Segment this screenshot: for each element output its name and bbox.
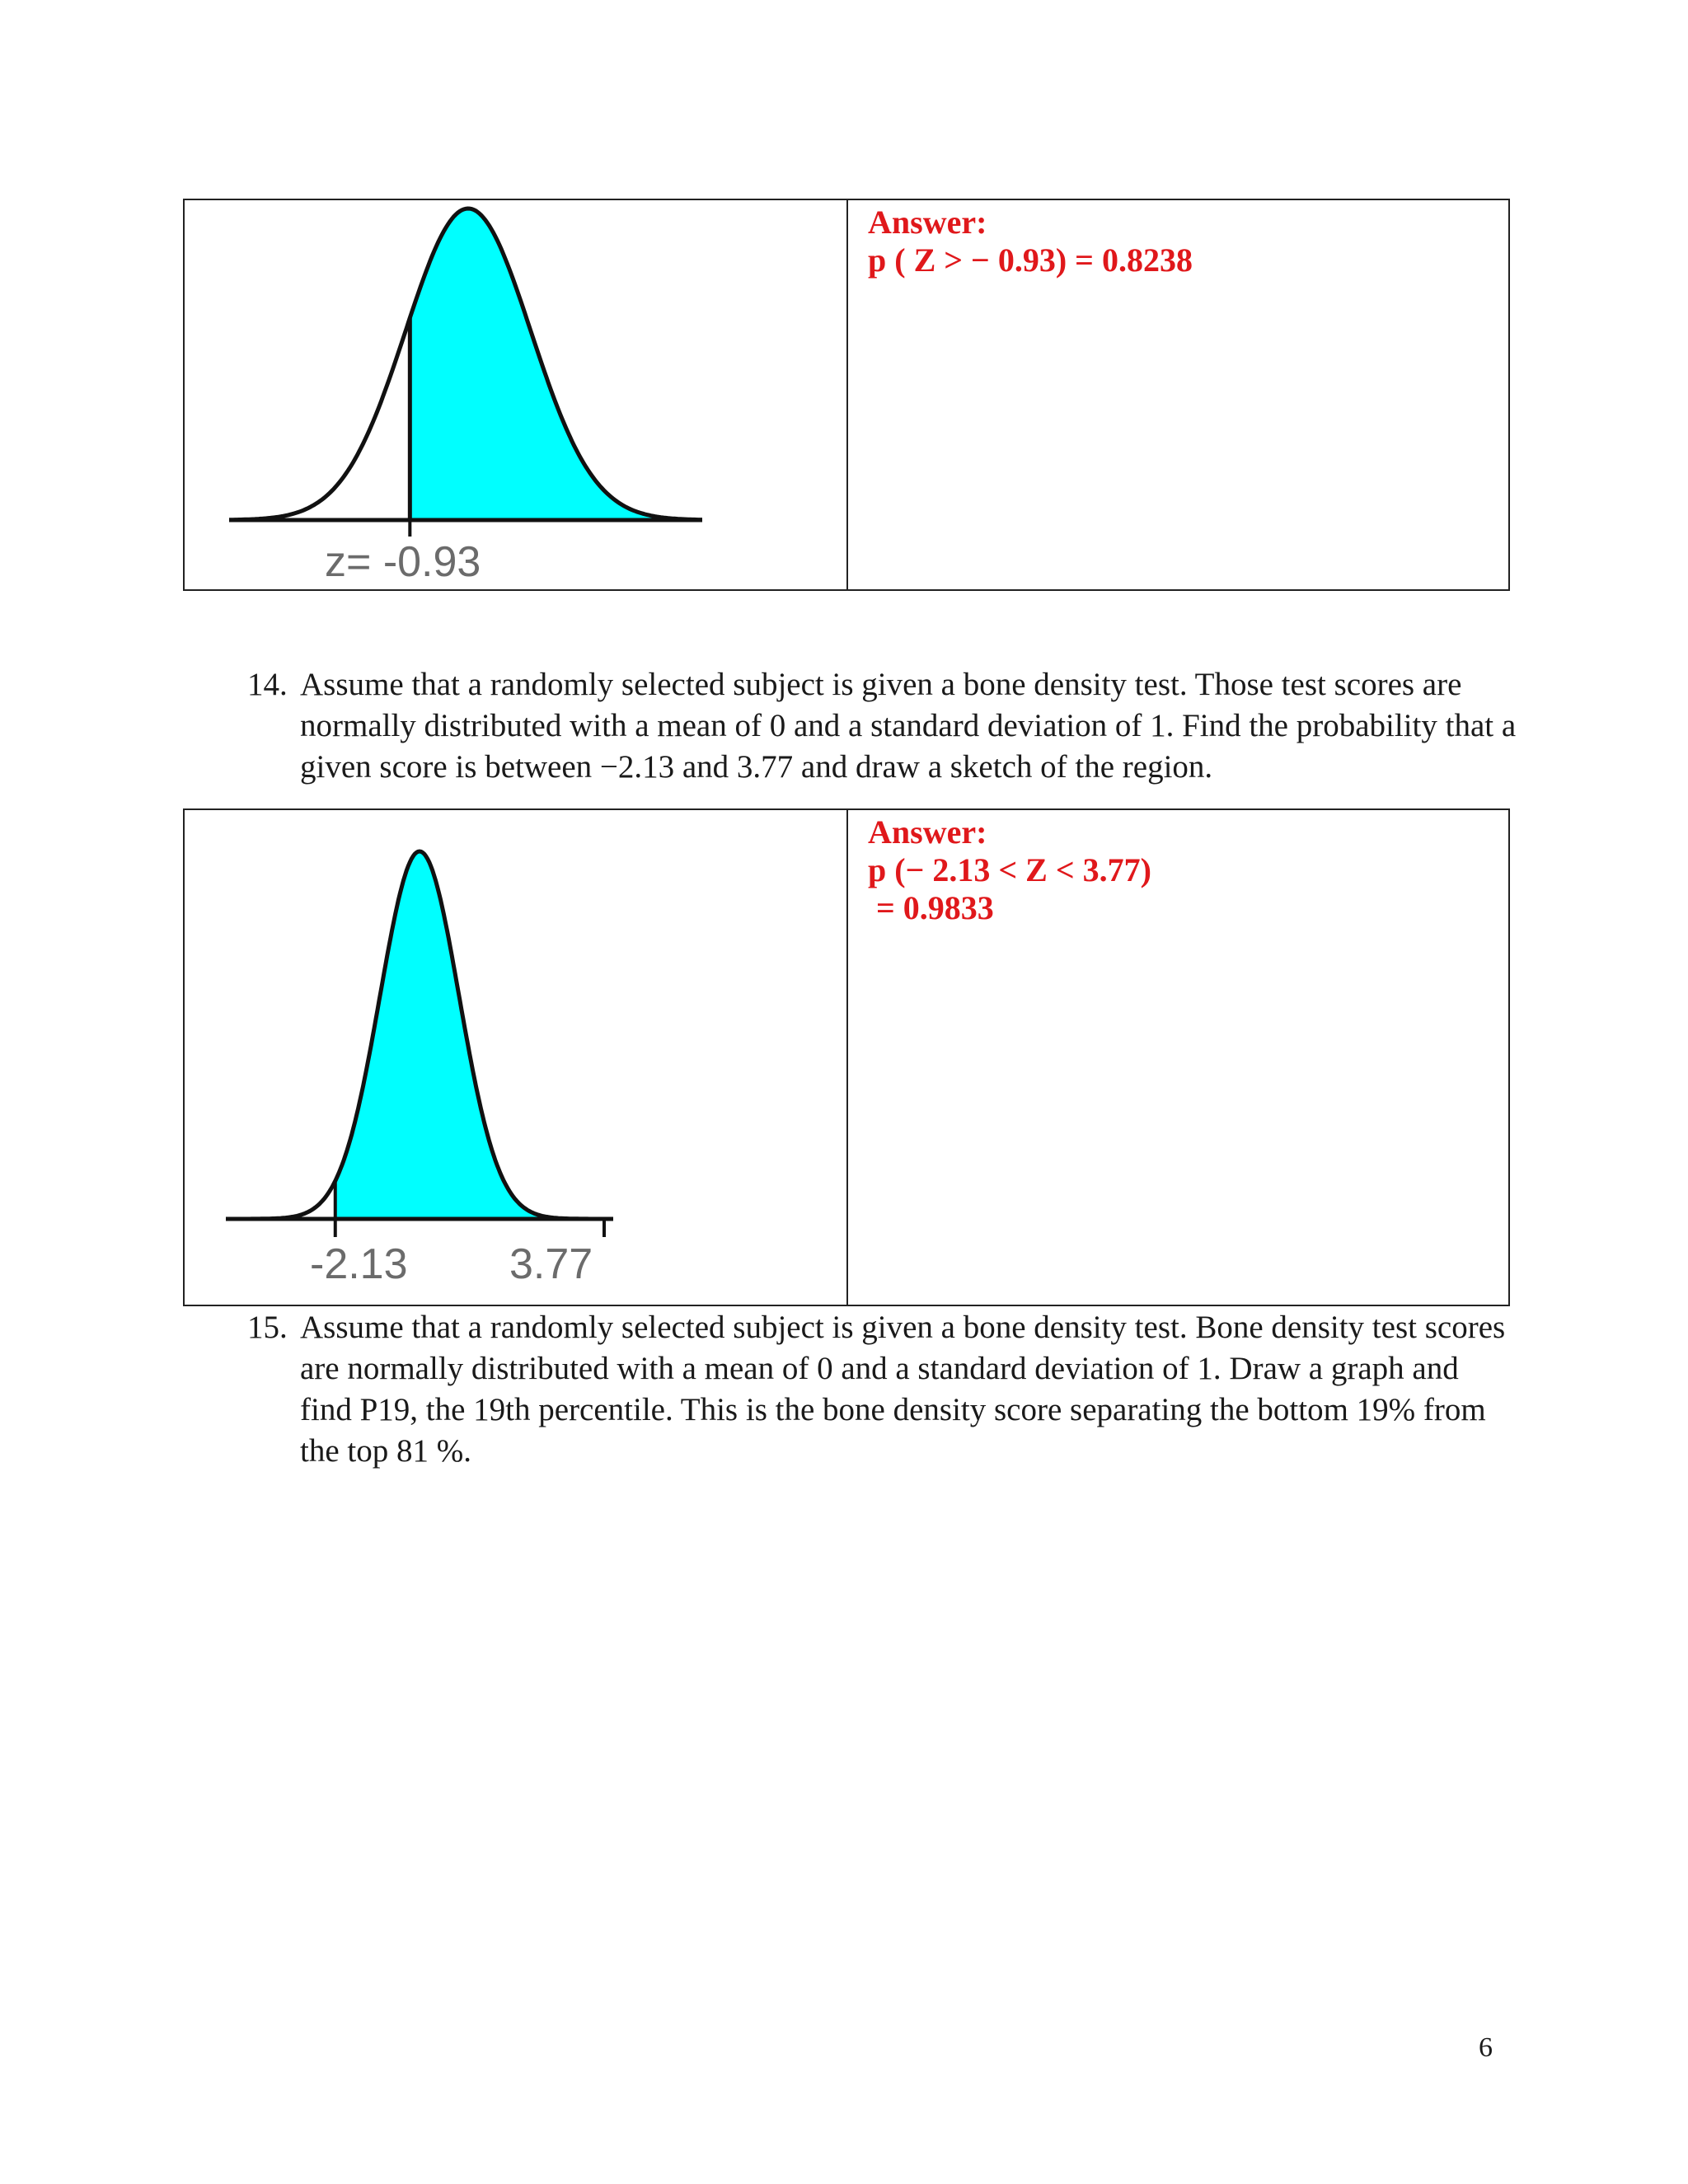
graph-cell-13 [185,200,848,589]
z-value-label-left: -2.13 [310,1240,408,1288]
answer-table-14 [183,808,1510,1306]
normal-curve-graph-14 [185,810,848,1305]
shaded-region [335,851,569,1219]
question-number: 15. [247,1310,288,1345]
answer-cell-14 [848,810,1508,1305]
answer-probability: p ( Z > − 0.93) = 0.8238 [868,241,1193,279]
z-value-label: z= -0.93 [325,538,481,586]
answer-heading: Answer: [868,204,987,241]
answer-heading: Answer: [868,813,987,851]
shaded-region [410,209,702,520]
question-text: Assume that a randomly selected subject is given a bone density test. Those test scores are normally distributed with a mean of 0 and a standard deviation of 1. Find the probability that a given score is between −2.13 and 3.77 and draw a sketch of the region. [300,667,1517,785]
graph-cell-14 [185,810,848,1305]
page-number: 6 [1479,2032,1493,2063]
normal-curve-graph-13 [185,200,848,589]
answer-probability: p (− 2.13 < Z < 3.77) [868,851,1151,888]
question-14 [247,664,1517,788]
answer-value: = 0.9833 [868,889,994,926]
answer-cell-13 [848,200,1508,589]
question-text: Assume that a randomly selected subject is given a bone density test. Bone density test scores are normally distributed with a mean of 0 and a standard deviation of 1. Draw a graph and find P19, the 19th percentile. This is the bone density score separating the bottom 19% from the top 81 %. [300,1310,1506,1469]
z-value-label-right: 3.77 [509,1240,593,1288]
answer-table-13 [183,199,1510,591]
question-15 [247,1307,1517,1472]
question-number: 14. [247,667,288,702]
